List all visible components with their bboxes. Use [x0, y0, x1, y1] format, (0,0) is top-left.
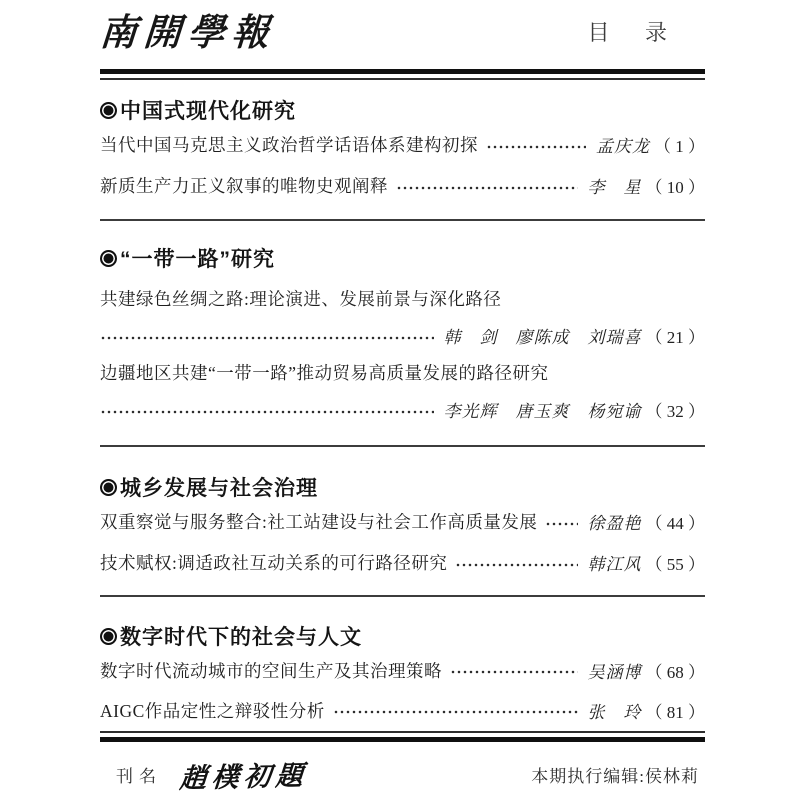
- section-heading-text: 数字时代下的社会与人文: [120, 626, 362, 649]
- dot-leader: [100, 333, 434, 343]
- top-double-rule: [100, 69, 705, 80]
- dot-leader: [455, 560, 577, 570]
- entry-title: 新质生产力正义叙事的唯物史观阐释: [100, 176, 388, 196]
- top-rule-thin: [100, 78, 705, 80]
- toc-entry: [100, 542, 705, 583]
- section-heading-modernization: [100, 96, 705, 124]
- dot-leader: [450, 667, 578, 677]
- section-bullet-icon: [100, 628, 117, 645]
- toc-title: 目 录: [587, 20, 669, 45]
- section-heading-digital-era: [100, 622, 705, 650]
- section-heading-urban-rural: [100, 473, 705, 501]
- entry-page-number: （ 81 ）: [645, 702, 705, 722]
- toc-entry-continuation: [100, 317, 705, 354]
- executive-editor-note: 本期执行编辑:侯林莉: [531, 766, 699, 786]
- dot-leader: [333, 707, 578, 717]
- dot-leader: [486, 142, 586, 152]
- section-separator: [100, 445, 705, 447]
- entry-authors: 孟庆龙: [596, 137, 650, 157]
- toc-entry: [100, 501, 705, 542]
- entry-title: 共建绿色丝绸之路:理论演进、发展前景与深化路径: [100, 289, 502, 309]
- toc-entry-continuation: [100, 391, 705, 428]
- entry-title: 双重察觉与服务整合:社工站建设与社会工作高质量发展: [100, 512, 538, 532]
- section-bullet-icon: [100, 250, 117, 267]
- dot-leader: [100, 407, 434, 417]
- entry-page-number: （ 32 ）: [645, 402, 705, 421]
- entry-title: 当代中国马克思主义政治哲学话语体系建构初探: [100, 135, 478, 155]
- journal-title-calligraphy: 南開學報: [98, 10, 278, 54]
- section-heading-belt-and-road: [100, 244, 705, 272]
- entry-page-number: （ 44 ）: [645, 514, 705, 533]
- toc-entry: [100, 690, 705, 730]
- entry-authors: 韩 剑 廖陈成 刘瑞喜: [443, 328, 642, 348]
- entry-page-number: （ 55 ）: [645, 555, 705, 574]
- toc-entry: [100, 124, 705, 165]
- entry-page-number: （ 21 ）: [645, 328, 705, 347]
- entry-authors: 李 星: [587, 178, 642, 198]
- journal-name-label: 刊名: [116, 766, 162, 786]
- page-footer: [100, 742, 705, 796]
- journal-name-inscription: [116, 755, 308, 794]
- dot-leader: [545, 519, 577, 529]
- section-heading-text: “一带一路”研究: [120, 248, 275, 271]
- toc-entry-title-line: [100, 280, 705, 317]
- entry-title: AIGC作品定性之辩驳性分析: [100, 700, 325, 721]
- entry-title: 数字时代流动城市的空间生产及其治理策略: [100, 660, 442, 681]
- section-bullet-icon: [100, 479, 117, 496]
- entry-title: 边疆地区共建“一带一路”推动贸易高质量发展的路径研究: [100, 363, 549, 383]
- dot-leader: [396, 183, 578, 193]
- entry-page-number: （ 1 ）: [654, 137, 705, 156]
- calligrapher-signature: 趙樸初題: [178, 759, 309, 795]
- masthead: [100, 0, 705, 69]
- section-heading-text: 中国式现代化研究: [120, 100, 296, 123]
- section-heading-text: 城乡发展与社会治理: [120, 477, 318, 500]
- toc-entry-title-line: [100, 354, 705, 391]
- entry-authors: 韩江风: [587, 555, 642, 575]
- entry-page-number: （ 10 ）: [645, 178, 705, 197]
- toc-entry: [100, 650, 705, 690]
- section-bullet-icon: [100, 102, 117, 119]
- entry-authors: 徐盈艳: [587, 514, 642, 534]
- entry-authors: 吴涵博: [587, 662, 642, 683]
- entry-authors: 李光辉 唐玉爽 杨宛谕: [443, 402, 642, 422]
- section-separator: [100, 595, 705, 597]
- toc-entry: [100, 165, 705, 206]
- entry-title: 技术赋权:调适政社互动关系的可行路径研究: [100, 553, 448, 573]
- section-separator: [100, 219, 705, 221]
- entry-page-number: （ 68 ）: [645, 662, 705, 682]
- entry-authors: 张 玲: [587, 702, 642, 723]
- bottom-double-rule: [100, 731, 705, 742]
